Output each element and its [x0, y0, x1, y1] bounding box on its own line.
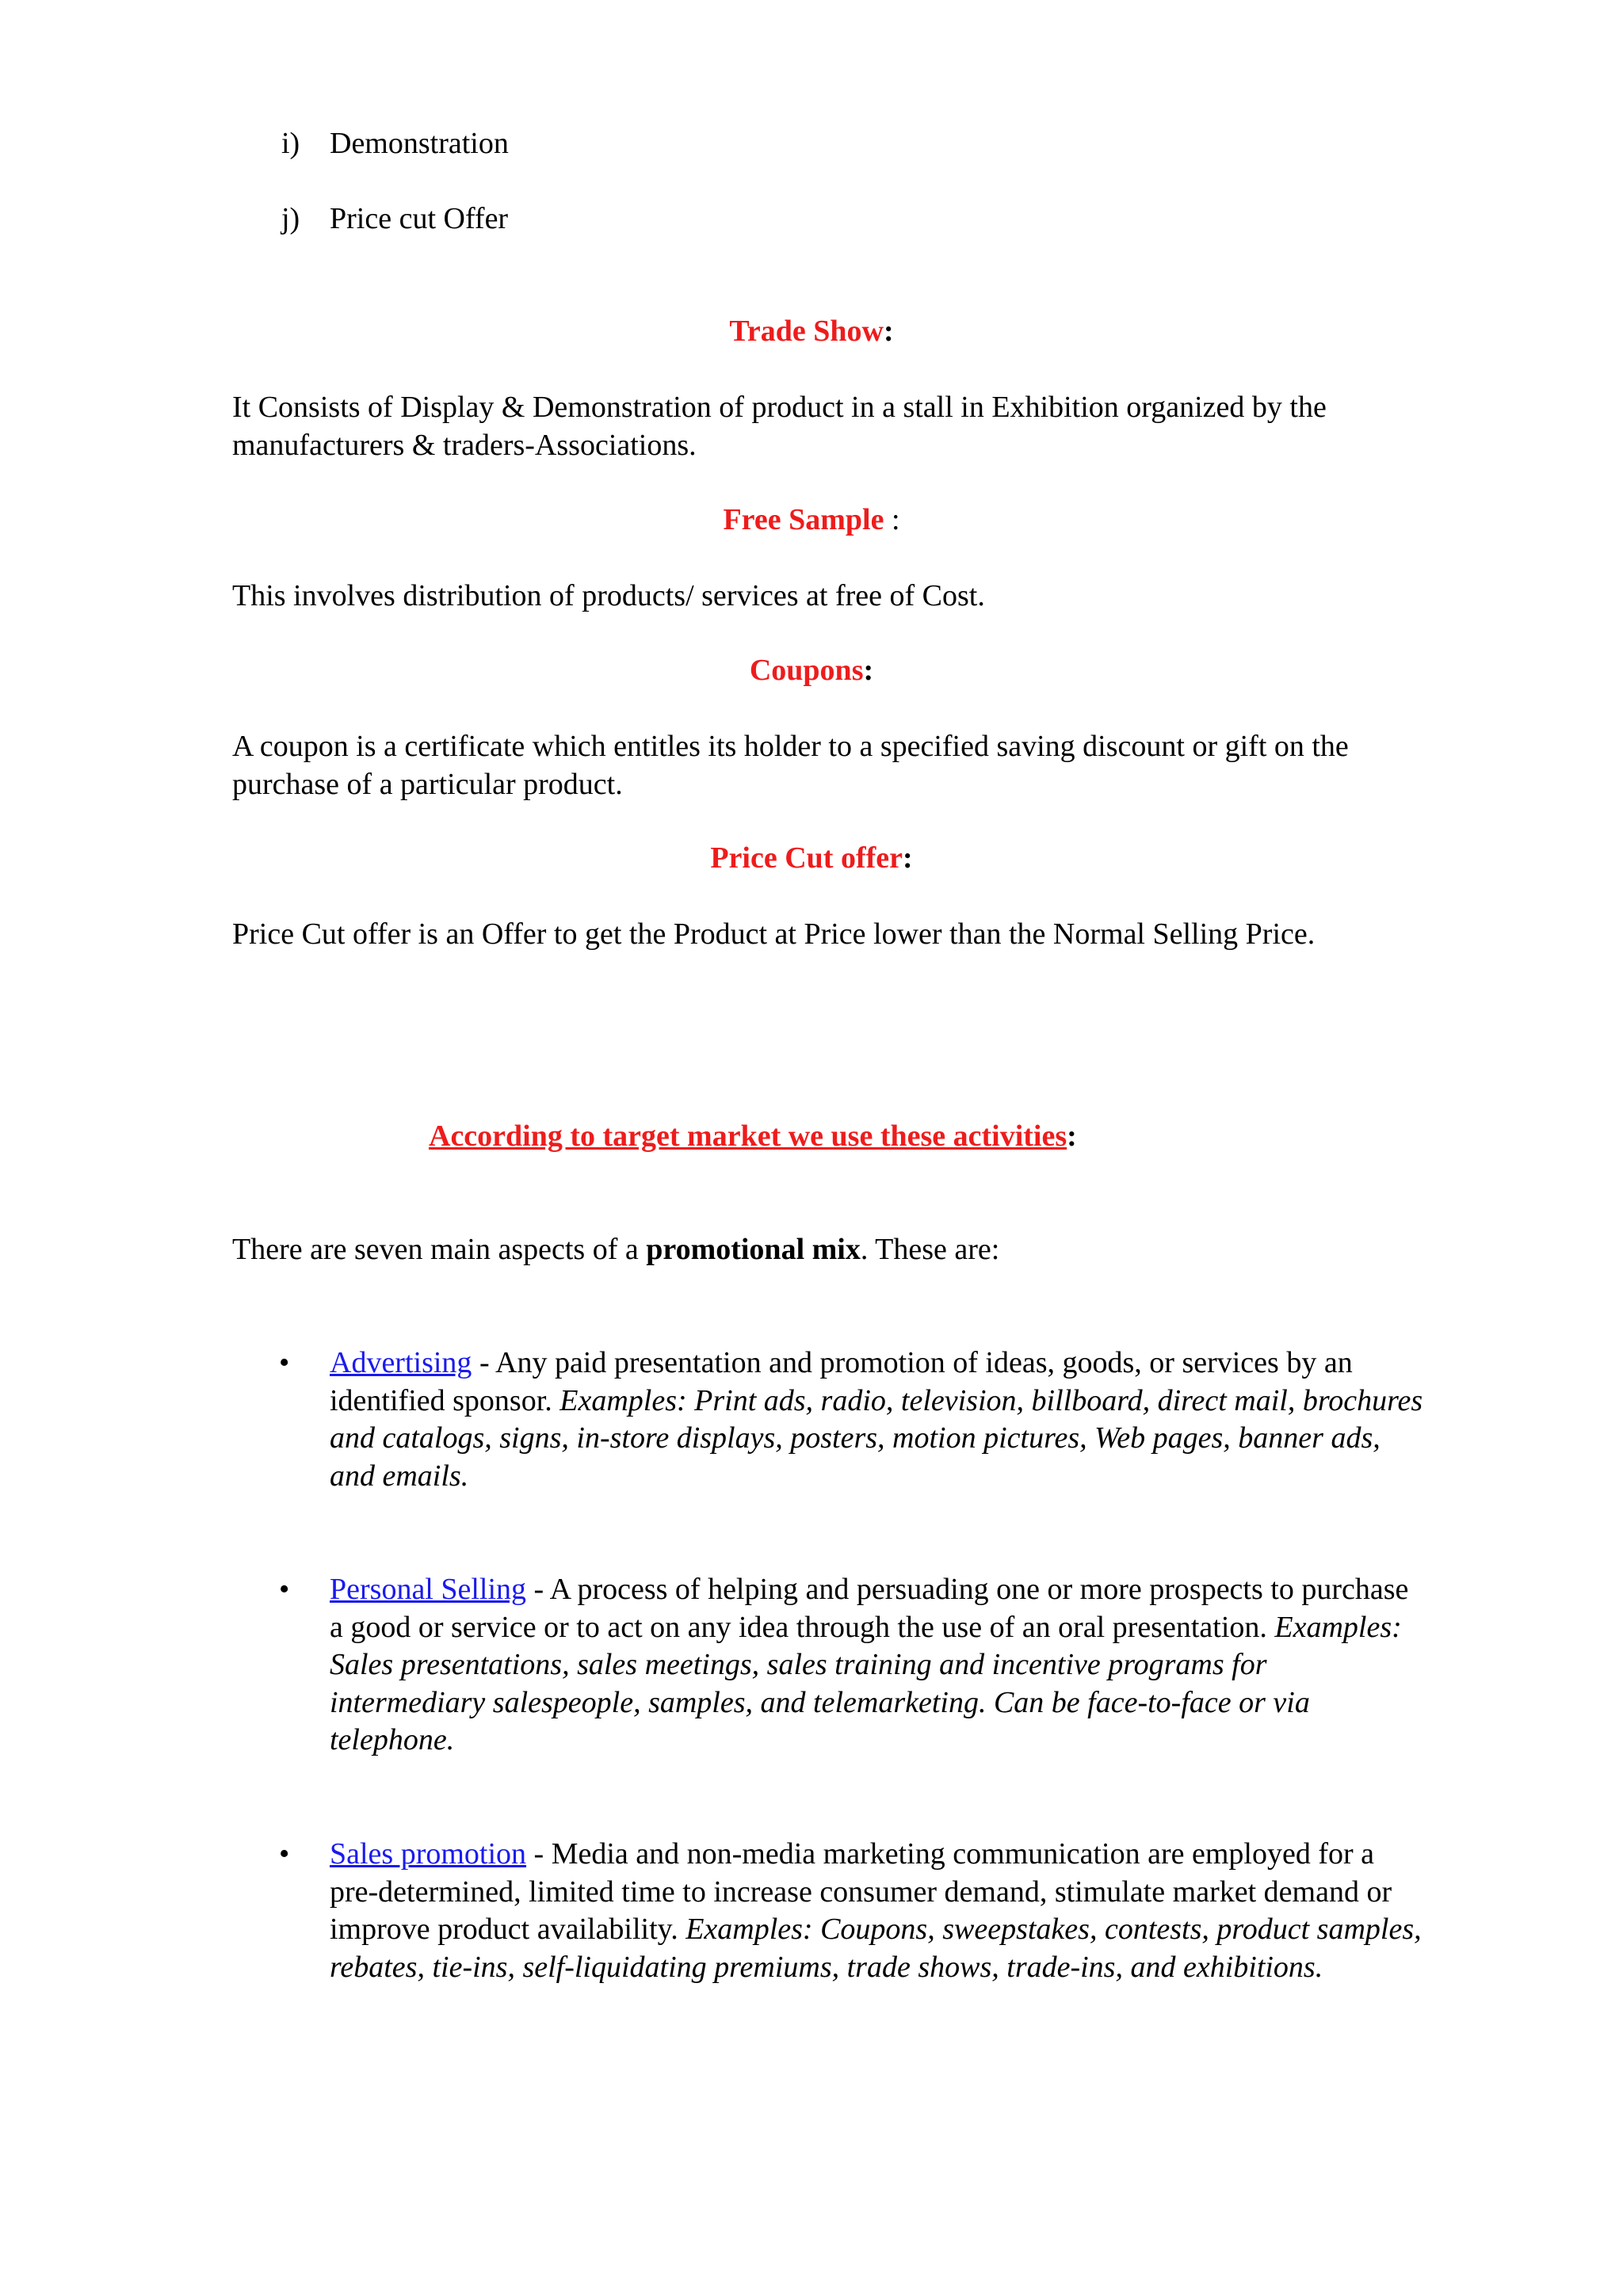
heading-title: Coupons: [749, 654, 864, 687]
bullet-description: - Any paid presentation and promotion of ideas, goods, or services by an identified sponsor.: [330, 1346, 1353, 1417]
price-cut-body: Price Cut offer is an Offer to get the Product at Price lower than the Normal Selling Price.: [232, 917, 1316, 951]
promo-mix-intro: [232, 1230, 1429, 1268]
free-sample-body: This involves distribution of products/ services at free of Cost.: [232, 579, 985, 612]
list-item-price-cut-offer: [0, 200, 1623, 238]
heading-colon: :: [883, 315, 894, 348]
intro-bold-term: promotional mix: [646, 1233, 861, 1266]
heading-colon: :: [1067, 1119, 1077, 1153]
heading-title: Free Sample: [723, 503, 884, 536]
list-item-demonstration: [0, 124, 1623, 162]
heading-colon: :: [863, 654, 874, 687]
personal-selling-link[interactable]: Personal Selling: [330, 1573, 527, 1606]
heading-coupons: [0, 651, 1623, 689]
bullet-examples: Examples: Print ads, radio, television, billboard, direct mail, brochures and catalogs, signs, in-store displays, posters, motion pictures, Web pages, banner ads, and emails.: [330, 1383, 1423, 1493]
bullet-examples: Examples: Coupons, sweepstakes, contests, product samples, rebates, tie-ins, self-liquidating premiums, trade shows, trade-ins, and exhibitions.: [330, 1913, 1422, 1984]
heading-trade-show: [0, 312, 1623, 350]
bullet-icon: •: [279, 1573, 290, 1606]
list-marker: i): [281, 127, 300, 160]
bullet-advertising: [330, 1344, 1423, 1495]
intro-text-after: . These are:: [860, 1233, 1000, 1266]
bullet-icon: •: [279, 1346, 290, 1379]
bullet-examples: Examples: Sales presentations, sales meetings, sales training and incentive programs for intermediary salespeople, samples, and telemarketing. Can be face-to-face or via telephone.: [330, 1610, 1402, 1756]
bullet-description: - A process of helping and persuading one or more prospects to purchase a good or service or to act on any idea through the use of an oral presentation.: [330, 1573, 1409, 1644]
heading-target-market: [429, 1117, 1077, 1155]
list-item-label: Price cut Offer: [330, 202, 509, 235]
bullet-personal-selling: [330, 1571, 1423, 1760]
sales-promotion-link[interactable]: Sales promotion: [330, 1837, 527, 1871]
heading-title: Trade Show: [729, 315, 884, 348]
heading-free-sample: [0, 501, 1623, 539]
bullet-sales-promotion: [330, 1836, 1423, 1986]
trade-show-body: It Consists of Display & Demonstration of product in a stall in Exhibition organized by the manufacturers & traders-Associations.: [232, 391, 1327, 462]
list-marker: j): [281, 202, 300, 235]
heading-title: Price Cut offer: [710, 841, 903, 875]
heading-price-cut-offer: [0, 839, 1623, 877]
bullet-description: - Media and non-media marketing communication are employed for a pre-determined, limited time to increase consumer demand, stimulate market demand or improve product availability.: [330, 1837, 1392, 1946]
bullet-icon: •: [279, 1837, 290, 1871]
list-item-label: Demonstration: [330, 127, 509, 160]
coupons-body: A coupon is a certificate which entitles its holder to a specified saving discount or gift on the purchase of a particular product.: [232, 730, 1349, 801]
heading-colon: :: [884, 503, 900, 536]
advertising-link[interactable]: Advertising: [330, 1346, 472, 1379]
intro-text-before: There are seven main aspects of a: [232, 1233, 647, 1266]
heading-colon: :: [902, 841, 913, 875]
heading-title: According to target market we use these activities: [429, 1119, 1067, 1153]
